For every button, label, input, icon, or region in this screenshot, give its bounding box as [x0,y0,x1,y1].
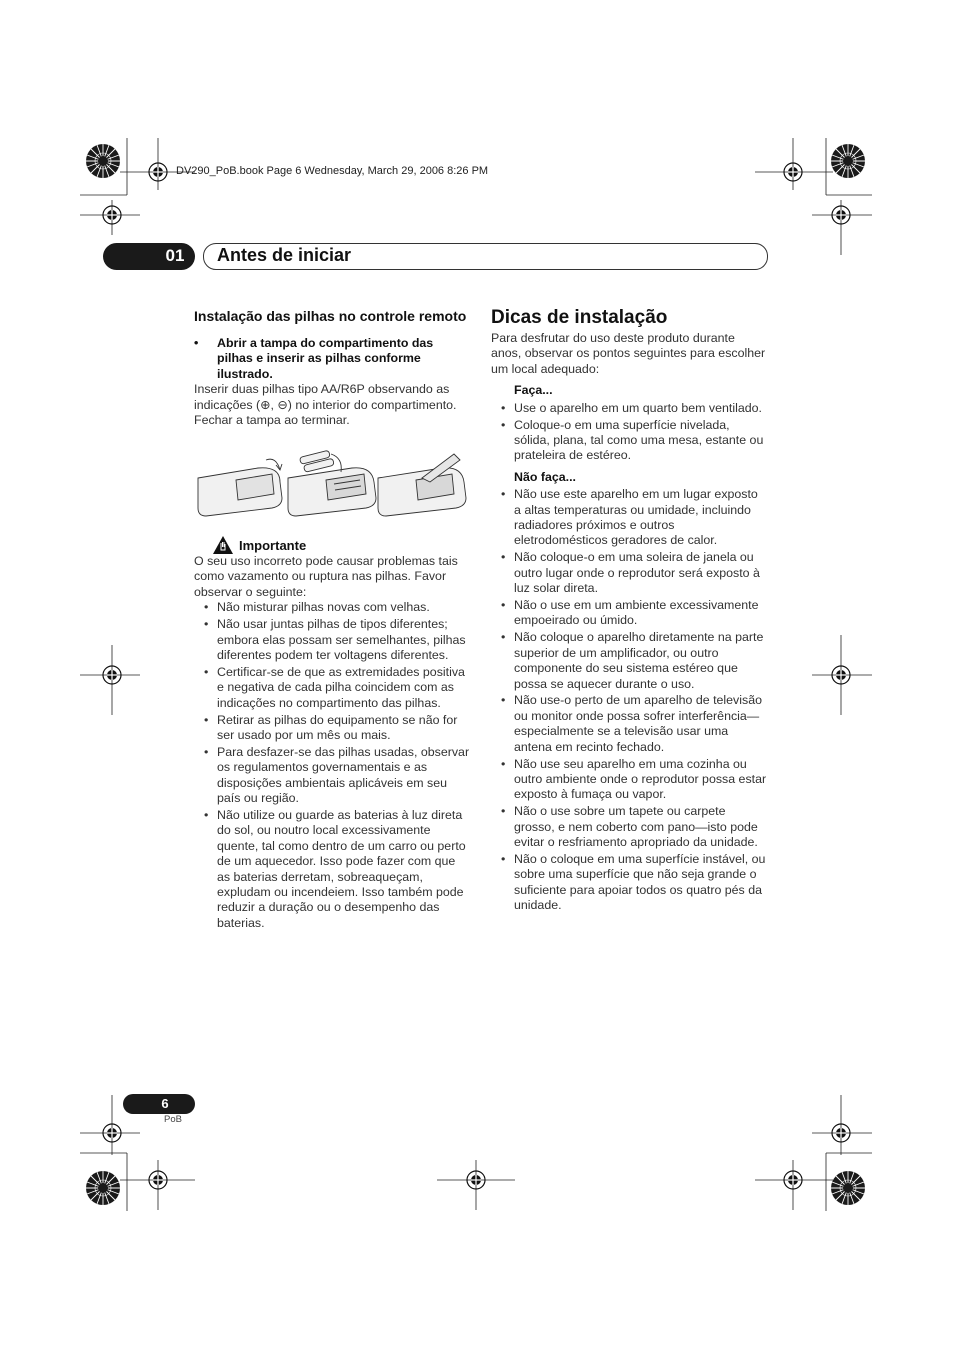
bullet: • [501,417,506,432]
battery-step [194,336,470,382]
dont-label: Não faça... [514,469,576,484]
important-section [194,554,470,933]
list-item-text: Não use este aparelho em um lugar exposto a altas temperaturas ou umidade, incluindo radiadores próximos e outros eletrodomésticos geradores de calor. [514,487,758,548]
list-item-text: Não o coloque em uma superfície instável, ou sobre uma superfície que não seja grande o suficiente para apoiar todos os quatro pés da unidade. [514,852,766,913]
battery-step-text: Abrir a tampa do compartimento das pilhas e inserir as pilhas conforme ilustrado. [217,336,434,381]
installation-tips-heading: Dicas de instalação [491,307,668,328]
installation-tips-intro: Para desfrutar do uso deste produto durante anos, observar os pontos seguintes para escolher um local adequado: [491,331,766,376]
list-item [194,665,470,711]
remote-cover-drawing [378,454,466,516]
bullet: • [501,400,506,415]
list-item-text: Retirar as pilhas do equipamento se não for ser usado por um mês ou mais. [217,712,458,742]
page-number: 6 [161,1096,169,1111]
bullet: • [204,808,209,822]
do-list [491,401,767,464]
bullet: • [501,550,506,565]
list-item [491,401,767,416]
list-item [194,745,470,807]
list-item-text: Não usar juntas pilhas de tipos diferentes; embora elas possam ser semelhantes, pilhas diferentes podem ter voltagens diferentes. [217,617,466,662]
bullet: • [204,600,209,615]
list-item-text: Certificar-se de que as extremidades positiva e negativa de cada pilha coincidem com as indicações no compartimento das pilhas. [217,664,465,710]
list-item [491,550,767,596]
list-item [491,630,767,692]
language-code: PoB [164,1114,182,1125]
remote-open-drawing [288,450,376,516]
list-item-text: Para desfazer-se das pilhas usadas, observar os regulamentos governamentais e as disposições ambientais aplicáveis em seu país ou região. [217,744,470,806]
list-item [194,808,470,931]
bullet: • [501,630,506,645]
battery-section-heading: Instalação das pilhas no controle remoto [194,308,467,324]
bullet: • [501,598,506,612]
list-item-text: Não o use em um ambiente excessivamente empoeirado ou úmido. [514,598,759,628]
left-column [194,307,470,428]
battery-step-body: Inserir duas pilhas tipo AA/R6P observando as indicações (⊕, ⊖) no interior do compartimento. Fechar a tampa ao terminar. [194,382,457,428]
step-bullet: • [194,336,199,350]
list-item [194,713,470,744]
list-item-text: Não coloque o aparelho diretamente na parte superior de um amplificador, ou outro componente do seu sistema estéreo que possa se aquecer durante o uso. [514,630,764,691]
list-item [491,598,767,629]
chapter-number: 01 [165,246,185,265]
battery-precautions-list [194,600,470,931]
bullet: • [204,744,209,759]
important-callout [212,534,306,556]
right-column [491,306,767,915]
do-label: Faça... [514,383,553,398]
bullet: • [501,693,506,708]
list-item-text: Não use-o perto de um aparelho de televisão ou monitor onde possa sofrer interferência—especialmente se a televisão usar uma antena em recinto fechado. [514,693,762,754]
list-item [491,852,767,914]
bullet: • [204,664,209,679]
list-item-text: Não misturar pilhas novas com velhas. [217,600,430,615]
chapter-title: Antes de iniciar [217,245,352,265]
remote-battery-illustration [196,450,468,518]
bullet: • [501,756,506,771]
list-item [491,693,767,755]
list-item [491,804,767,850]
important-label: Importante [239,537,307,553]
list-item [194,617,470,663]
list-item-text: Não o use sobre um tapete ou carpete grosso, e nem coberto com pano—isto pode evitar o resfriamento apropriado da unidade. [514,804,758,850]
bullet: • [204,617,209,632]
bullet: • [501,487,506,502]
list-item-text: Não coloque-o em uma soleira de janela ou outro lugar onde o reprodutor será exposto à luz solar direta. [514,550,760,596]
warning-hand-icon [212,535,234,555]
bullet: • [501,804,506,819]
important-intro: O seu uso incorreto pode causar problemas tais como vazamento ou ruptura nas pilhas. Favor observar o seguinte: [194,554,458,599]
bullet: • [501,852,506,866]
list-item [194,600,470,615]
list-item [491,487,767,549]
list-item-text: Use o aparelho em um quarto bem ventilado. [514,400,762,415]
list-item [491,757,767,803]
bullet: • [204,712,209,727]
list-item [491,418,767,464]
remote-closed-drawing [198,459,282,516]
list-item-text: Coloque-o em uma superfície nivelada, sólida, plana, tal como uma mesa, estante ou prateleira de estéreo. [514,417,764,463]
list-item-text: Não utilize ou guarde as baterias à luz direta do sol, ou noutro local excessivamente quente, tal como dentro de um carro ou perto de um aquecedor. Isso pode fazer com que as baterias derretam, sobreaqueçam, expludam ou incendeiem. Isso também pode reduzir a duração ou o desempenho das baterias. [217,808,466,930]
list-item-text: Não use seu aparelho em uma cozinha ou outro ambiente onde o reprodutor possa estar exposto à fumaça ou vapor. [514,756,767,802]
dont-list [491,487,767,913]
file-info-header: DV290_PoB.book Page 6 Wednesday, March 29, 2006 8:26 PM [176,165,489,177]
